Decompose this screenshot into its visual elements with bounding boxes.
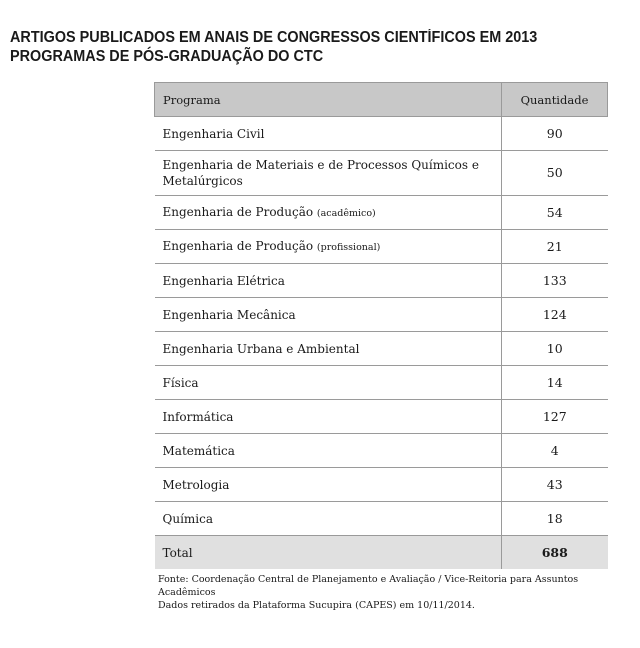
total-label: Total — [155, 536, 502, 570]
program-name: Engenharia Mecânica — [162, 307, 296, 322]
quantity-cell: 54 — [502, 196, 608, 230]
program-cell — [155, 400, 502, 434]
program-cell — [155, 298, 502, 332]
program-cell — [155, 196, 502, 230]
total-row — [155, 536, 608, 570]
column-header-quantity: Quantidade — [502, 83, 608, 117]
program-name: Engenharia de Produção — [162, 238, 314, 253]
table-header-row — [155, 83, 608, 117]
table-row — [155, 502, 608, 536]
table-row — [155, 151, 608, 196]
title-line-1: ARTIGOS PUBLICADOS EM ANAIS DE CONGRESSOS CIENTÍFICOS EM 2013 — [10, 29, 538, 46]
program-name: Física — [162, 375, 199, 390]
table-row — [155, 264, 608, 298]
footnotes — [158, 573, 628, 612]
program-cell — [155, 502, 502, 536]
articles-table — [154, 82, 608, 569]
table-row — [155, 298, 608, 332]
program-cell — [155, 230, 502, 264]
program-cell — [155, 117, 502, 151]
source-note: Fonte: Coordenação Central de Planejamento e Avaliação / Vice-Reitoria para Assuntos Acadêmicos — [158, 574, 579, 598]
program-cell — [155, 264, 502, 298]
program-cell — [155, 332, 502, 366]
program-note: (acadêmico) — [316, 207, 376, 219]
program-name: Informática — [162, 409, 234, 424]
table-row — [155, 196, 608, 230]
program-cell — [155, 366, 502, 400]
program-cell — [155, 434, 502, 468]
table-row — [155, 117, 608, 151]
table-row — [155, 332, 608, 366]
data-note: Dados retirados da Plataforma Sucupira (CAPES) em 10/11/2014. — [158, 600, 475, 611]
table-row — [155, 230, 608, 264]
table-row — [155, 468, 608, 502]
program-note: (profissional) — [316, 241, 381, 253]
quantity-cell: 43 — [502, 468, 608, 502]
program-name: Engenharia de Materiais e de Processos Químicos e Metalúrgicos — [162, 158, 479, 188]
quantity-cell: 10 — [502, 332, 608, 366]
page-title — [10, 28, 587, 66]
quantity-cell: 133 — [502, 264, 608, 298]
total-quantity: 688 — [502, 536, 608, 570]
quantity-cell: 14 — [502, 366, 608, 400]
quantity-cell: 127 — [502, 400, 608, 434]
quantity-cell: 18 — [502, 502, 608, 536]
quantity-cell: 124 — [502, 298, 608, 332]
program-cell — [155, 468, 502, 502]
table-row — [155, 434, 608, 468]
program-name: Química — [162, 511, 213, 526]
quantity-cell: 4 — [502, 434, 608, 468]
title-line-2: PROGRAMAS DE PÓS-GRADUAÇÃO DO CTC — [10, 48, 324, 65]
program-name: Engenharia de Produção — [162, 204, 314, 219]
table-row — [155, 366, 608, 400]
program-cell — [155, 151, 502, 196]
program-name: Metrologia — [162, 477, 230, 492]
column-header-program: Programa — [155, 83, 502, 117]
program-name: Engenharia Elétrica — [162, 273, 285, 288]
quantity-cell: 90 — [502, 117, 608, 151]
program-name: Matemática — [162, 443, 235, 458]
program-name: Engenharia Civil — [162, 126, 265, 141]
program-name: Engenharia Urbana e Ambiental — [162, 341, 360, 356]
quantity-cell: 50 — [502, 151, 608, 196]
table-row — [155, 400, 608, 434]
quantity-cell: 21 — [502, 230, 608, 264]
